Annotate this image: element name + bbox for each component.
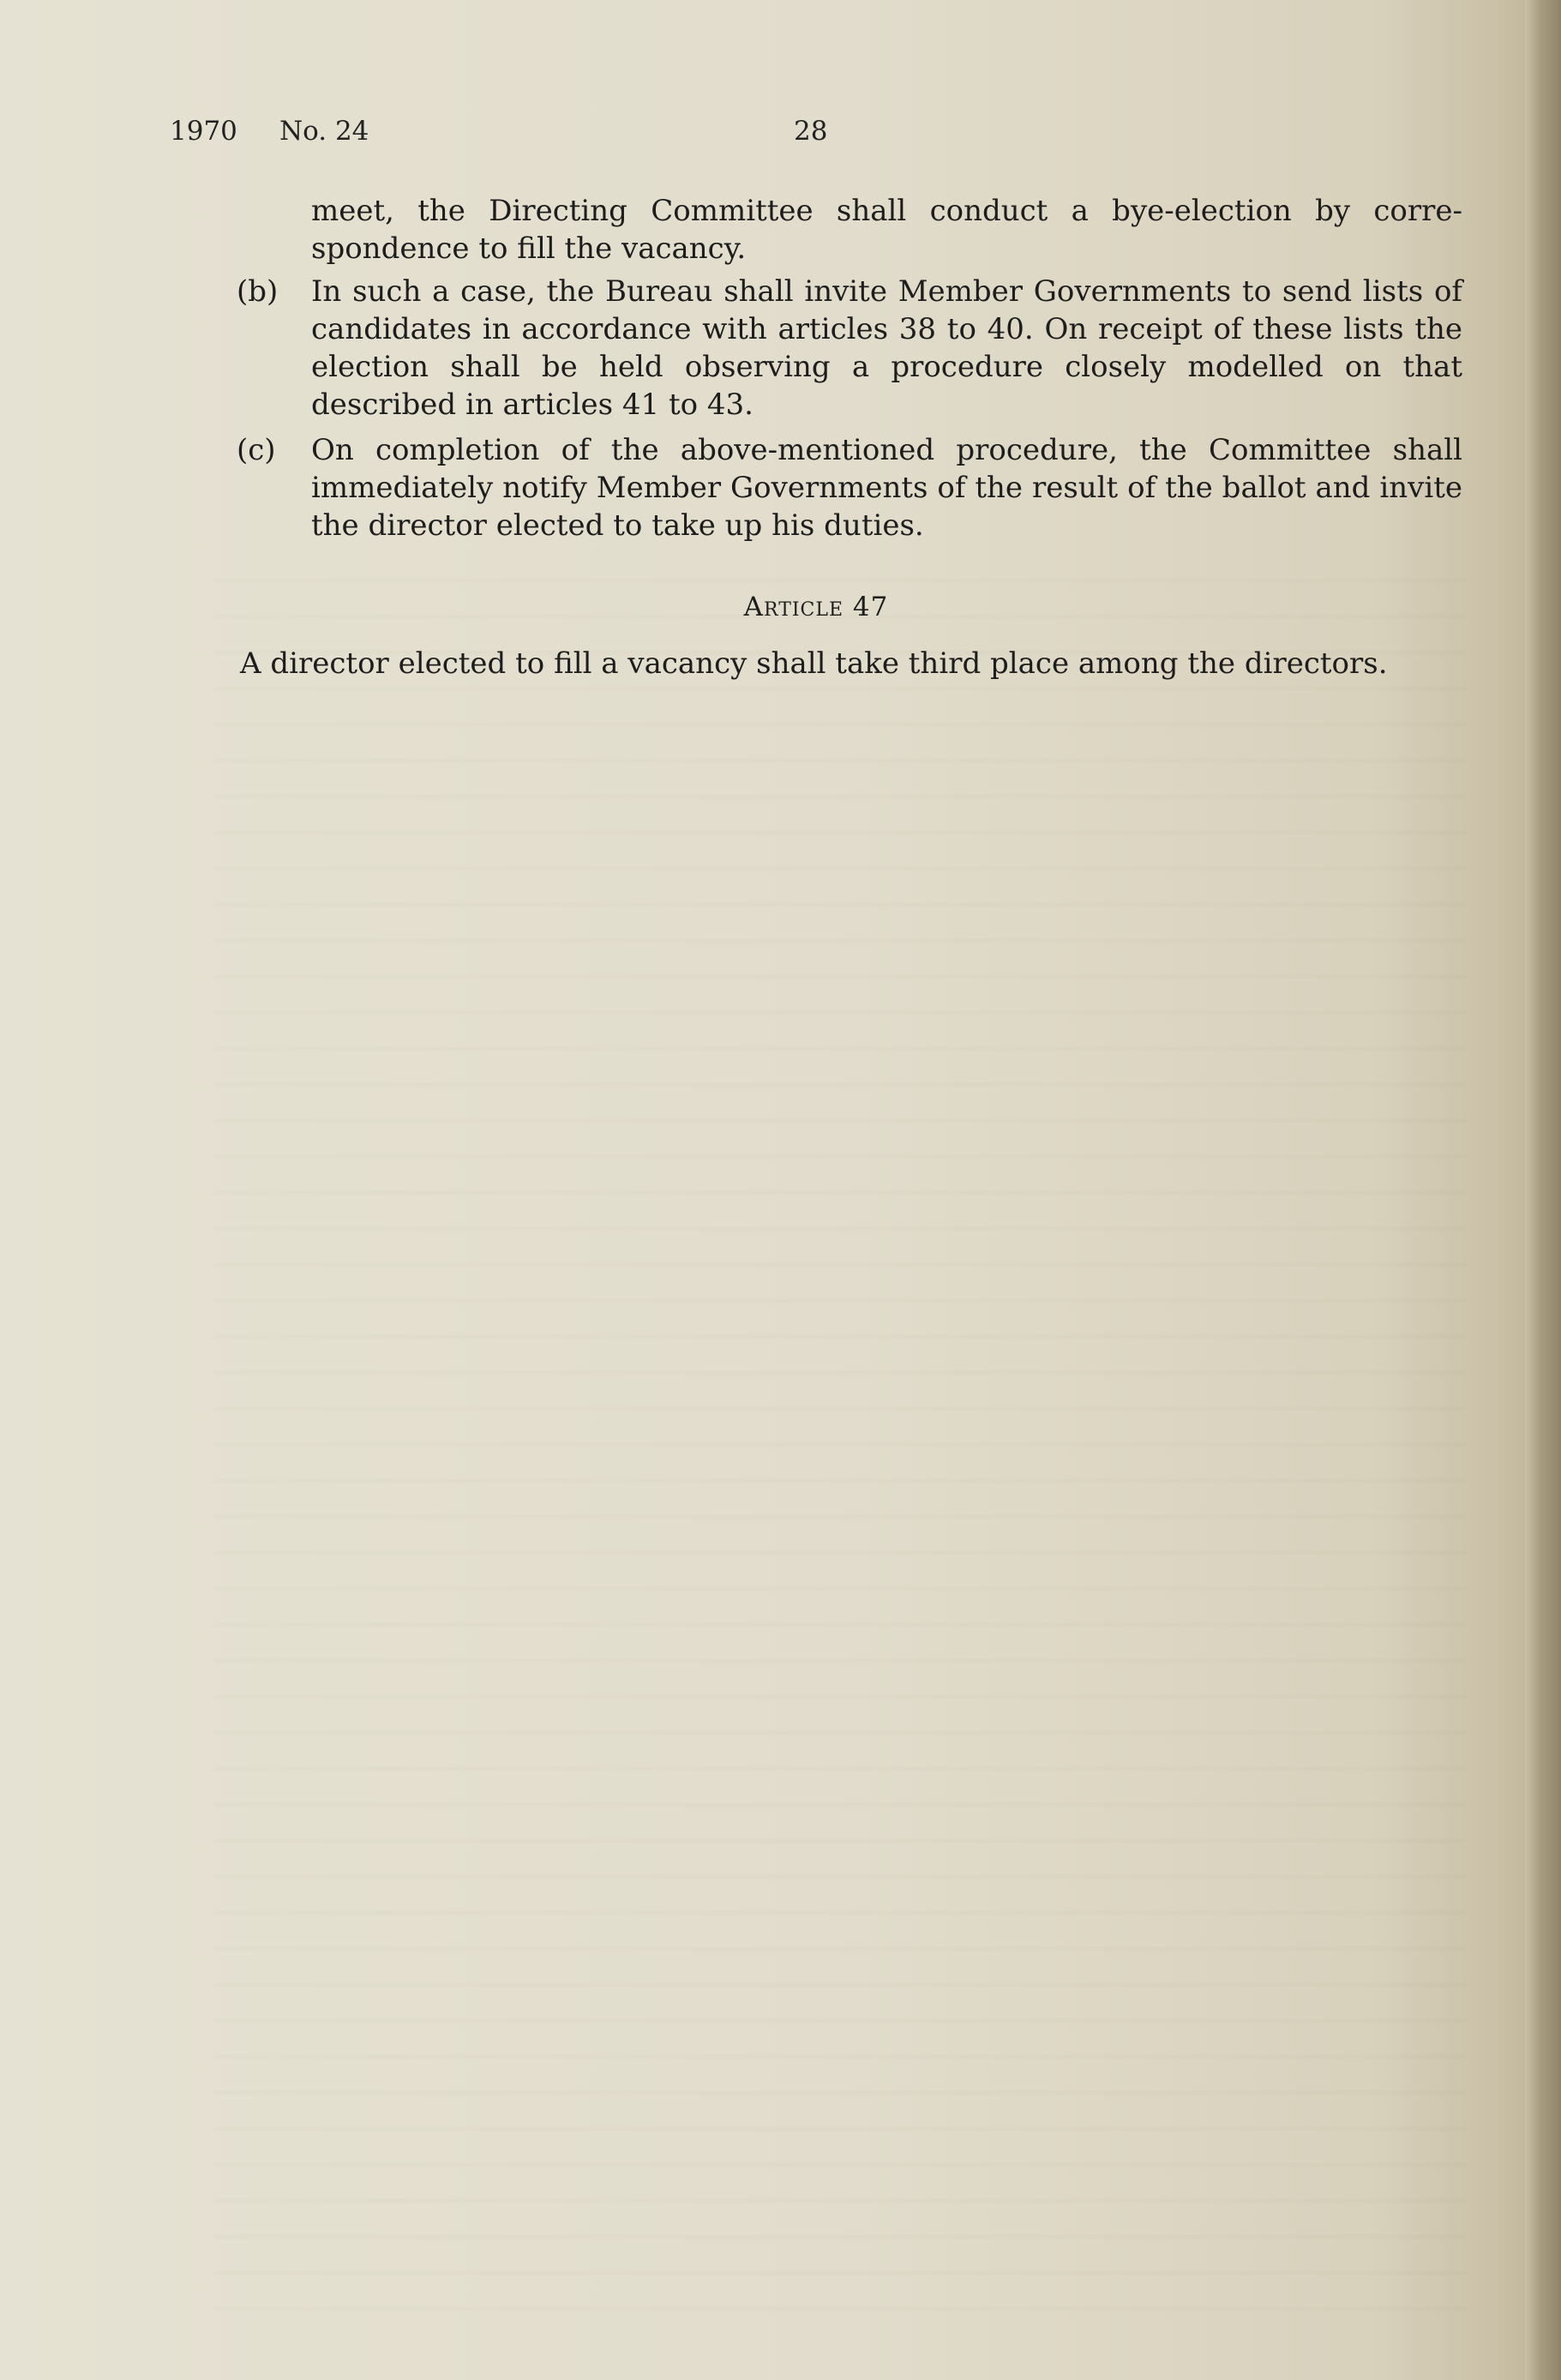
article-47-body bbox=[170, 645, 1462, 682]
page-number: 28 bbox=[794, 116, 828, 147]
article-47-text: A director elected to fill a vacancy shall take third place among the directors. bbox=[240, 646, 1388, 681]
continuation-line-2: spondence to fill the vacancy. bbox=[311, 231, 747, 266]
book-spine-edge bbox=[1525, 0, 1561, 2380]
item-b-label: (b) bbox=[237, 274, 279, 309]
item-c bbox=[170, 431, 1462, 544]
header-number: No. 24 bbox=[279, 116, 369, 147]
item-c-label: (c) bbox=[237, 433, 276, 467]
header-year: 1970 bbox=[170, 116, 237, 147]
article-47-heading-wrap bbox=[170, 588, 1462, 631]
item-c-text: On completion of the above-mentioned procedure, the Committee shall immediately notify Member Governments of the result of the ballot and invite the director elected to take up his duties. bbox=[311, 433, 1462, 543]
article-heading: Article 47 bbox=[743, 592, 889, 622]
continuation-paragraph bbox=[170, 192, 1462, 267]
item-b bbox=[170, 273, 1462, 424]
item-b-text: In such a case, the Bureau shall invite Member Governments to send lists of candidates in accordance with articles 38 to 40. On receipt of these lists the election shall be held observing a procedure closely modelled on that described in articles 41 to 43. bbox=[311, 274, 1462, 422]
bleed-through-texture bbox=[214, 549, 1466, 2332]
continuation-line-1: meet, the Directing Committee shall conduct a bye-election by corre- bbox=[311, 194, 1462, 228]
